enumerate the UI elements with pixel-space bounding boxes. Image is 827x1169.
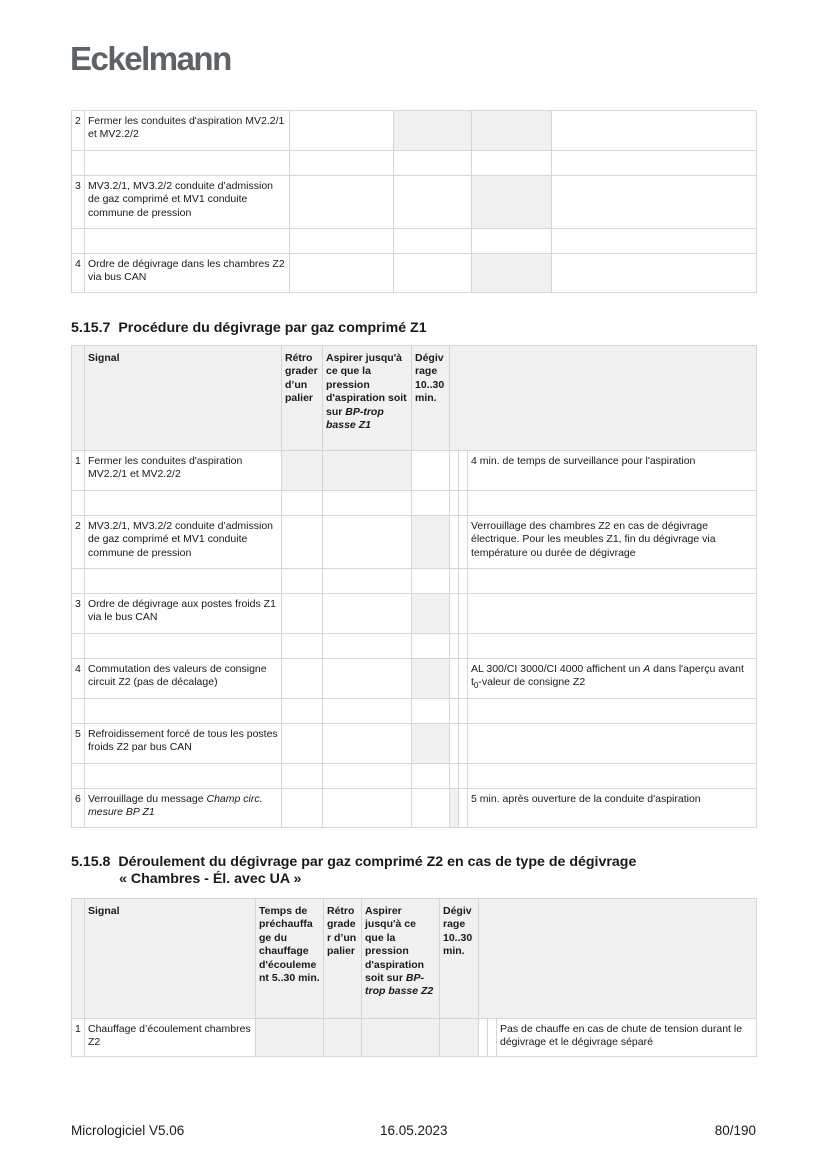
row-number: 6 (72, 789, 85, 828)
table-row (72, 451, 757, 491)
header-retro: Rétro grade r d’un palier (324, 899, 362, 1019)
footer-page-number: 80/190 (714, 1123, 756, 1138)
table-continuation (71, 110, 757, 293)
table-row (72, 789, 757, 828)
table-row (72, 594, 757, 634)
table-row (72, 491, 757, 516)
section-title: Procédure du dégivrage par gaz comprimé Z1 (118, 320, 427, 336)
table-defrost-z2 (71, 898, 757, 1057)
header-retro: Rétro grader d’un palier (282, 346, 323, 451)
table-row (72, 229, 757, 254)
row-signal: Ordre de dégivrage dans les chambres Z2 via bus CAN (85, 254, 290, 293)
table-header-row (72, 346, 757, 451)
row-number: 1 (72, 1019, 85, 1057)
row-remark: Pas de chauffe en cas de chute de tension durant le dégivrage et le dégivrage séparé (497, 1019, 757, 1057)
row-signal: Chauffage d’écoulement chambres Z2 (85, 1019, 256, 1057)
header-signal: Signal (85, 899, 256, 1019)
table-row (72, 764, 757, 789)
company-logo: Eckelmann (70, 40, 231, 77)
row-number: 1 (72, 451, 85, 491)
footer-date: 16.05.2023 (380, 1123, 448, 1138)
table-row (72, 111, 757, 151)
header-degivrage: Dégiv rage 10..30 min. (440, 899, 479, 1019)
table-row (72, 659, 757, 699)
row-number: 2 (72, 516, 85, 569)
row-signal: MV3.2/1, MV3.2/2 conduite d’admission de gaz comprimé et MV1 conduite commune de pression (85, 516, 282, 569)
table-row (72, 569, 757, 594)
section-number: 5.15.7 (71, 320, 111, 336)
header-prechauffage: Temps de préchauffa ge du chauffage d'écouleme nt 5..30 min. (256, 899, 324, 1019)
header-signal: Signal (85, 346, 282, 451)
row-number: 3 (72, 176, 85, 229)
row-remark: 4 min. de temps de surveillance pour l'aspiration (468, 451, 757, 491)
header-degivrage: Dégiv rage 10..30 min. (412, 346, 450, 451)
row-remark: AL 300/CI 3000/CI 4000 affichent un A dans l'aperçu avant $t_0$-valeur de consigne Z2 (468, 659, 757, 699)
row-signal: Verrouillage du message Champ circ. mesure BP Z1 (85, 789, 282, 828)
row-number: 3 (72, 594, 85, 634)
row-signal: MV3.2/1, MV3.2/2 conduite d’admission de gaz comprimé et MV1 conduite commune de pression (85, 176, 290, 229)
row-signal: Fermer les conduites d'aspiration MV2.2/1 et MV2.2/2 (85, 451, 282, 491)
row-number: 2 (72, 111, 85, 151)
section-title-line1: Déroulement du dégivrage par gaz comprimé Z2 en cas de type de dégivrage (118, 854, 637, 870)
header-aspirer: Aspirer jusqu'à ce que la pression d'aspiration soit sur BP-trop basse Z1 (323, 346, 412, 451)
table-row (72, 176, 757, 229)
section-heading-5-15-8 (71, 854, 636, 888)
table-row (72, 254, 757, 293)
row-signal: Commutation des valeurs de consigne circuit Z2 (pas de décalage) (85, 659, 282, 699)
row-signal: Ordre de dégivrage aux postes froids Z1 via le bus CAN (85, 594, 282, 634)
row-number: 4 (72, 254, 85, 293)
section-title-line2: « Chambres - Él. avec UA » (119, 871, 302, 887)
row-remark: 5 min. après ouverture de la conduite d'aspiration (468, 789, 757, 828)
table-row (72, 634, 757, 659)
table-row (72, 724, 757, 764)
table-row (72, 516, 757, 569)
row-number: 5 (72, 724, 85, 764)
section-number: 5.15.8 (71, 854, 111, 870)
table-row (72, 1019, 757, 1057)
row-remark: Verrouillage des chambres Z2 en cas de dégivrage électrique. Pour les meubles Z1, fin du dégivrage via température ou durée de dégivrage (468, 516, 757, 569)
row-signal: Refroidissement forcé de tous les postes froids Z2 par bus CAN (85, 724, 282, 764)
table-header-row (72, 899, 757, 1019)
table-row (72, 151, 757, 176)
row-number: 4 (72, 659, 85, 699)
row-signal: Fermer les conduites d'aspiration MV2.2/1 et MV2.2/2 (85, 111, 290, 151)
table-row (72, 699, 757, 724)
footer-firmware: Micrologiciel V5.06 (71, 1123, 185, 1138)
section-heading-5-15-7 (71, 320, 427, 337)
header-aspirer: Aspirer jusqu'à ce que la pression d'aspiration soit sur BP-trop basse Z2 (362, 899, 440, 1019)
table-defrost-z1 (71, 345, 757, 828)
